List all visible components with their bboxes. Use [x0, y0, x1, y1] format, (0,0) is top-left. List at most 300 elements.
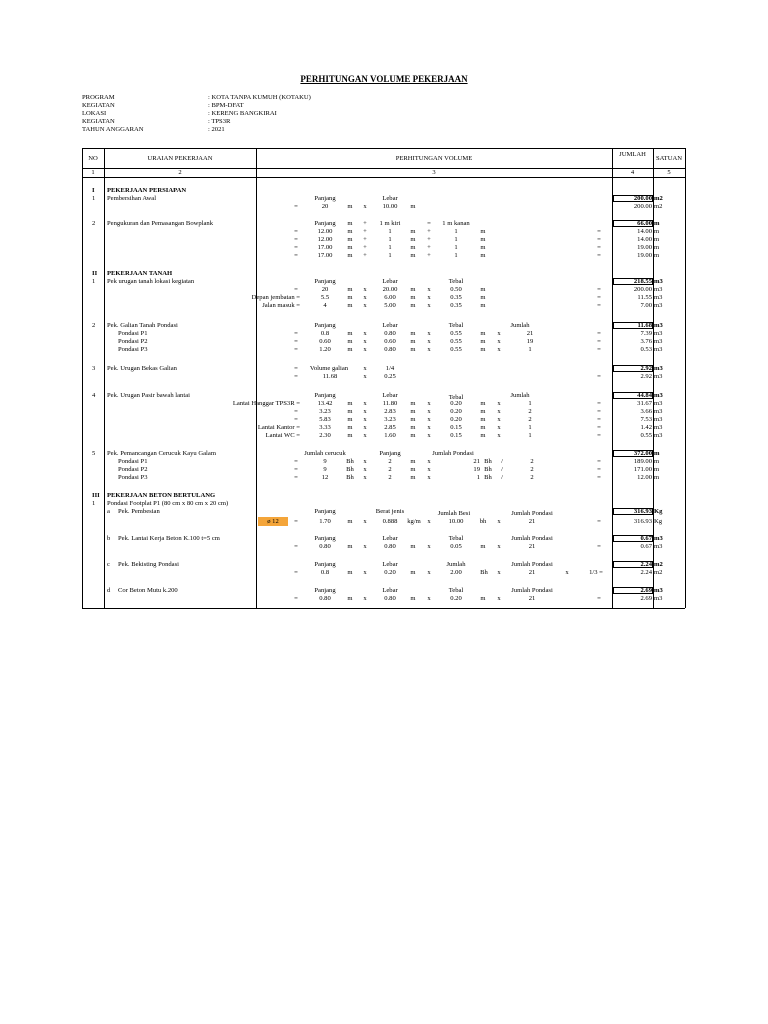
calc-cell: m3 [654, 595, 663, 602]
calc-cell: 3.23 [319, 408, 331, 415]
calc-cell: 2.69 [640, 587, 652, 594]
calc-cell: 2.92 [640, 373, 652, 380]
calc-cell: 0.80 [384, 543, 396, 550]
calc-cell: = [597, 543, 601, 550]
calc-cell: m [347, 543, 353, 550]
calc-cell: m [480, 346, 486, 353]
calc-cell: Panjang [314, 587, 336, 594]
calc-cell: Lantai WC = [265, 432, 300, 439]
calc-cell: x [363, 203, 367, 210]
calc-cell: c [107, 561, 110, 568]
calc-cell: 19 [526, 338, 534, 345]
calc-cell: m [480, 595, 486, 602]
calc-cell: m3 [654, 338, 663, 345]
calc-cell: x [427, 466, 431, 473]
table-top-border [82, 148, 685, 149]
calc-cell: m [347, 286, 353, 293]
calc-cell: m [480, 244, 486, 251]
calc-cell: + [427, 244, 431, 251]
calc-cell: 0.888 [382, 518, 398, 525]
calc-cell: 9 [323, 466, 327, 473]
calc-cell: 0.8 [320, 330, 330, 337]
col-line [685, 148, 686, 608]
calc-cell: Kg [654, 518, 663, 525]
calc-cell: Jumlah [510, 322, 530, 329]
calc-cell: 0.60 [384, 338, 396, 345]
calc-cell: + [363, 244, 367, 251]
calc-cell: Bh [346, 474, 354, 481]
calc-cell: 2 [530, 466, 534, 473]
calc-cell: m [410, 330, 416, 337]
calc-cell: Pek. Bekisting Pondasi [118, 561, 179, 568]
calc-cell: 316.93 [633, 508, 652, 515]
info-value: : KERENG BANGKIRAI [208, 110, 277, 117]
calc-cell: m3 [654, 392, 663, 399]
calc-cell: m [480, 252, 486, 259]
calc-cell: x [363, 330, 367, 337]
calc-cell: 7.53 [640, 416, 652, 423]
calc-cell: = [294, 466, 298, 473]
calc-cell: m [480, 330, 486, 337]
calc-cell: / [501, 466, 503, 473]
calc-cell: Tebal [448, 278, 464, 285]
calc-cell: 0.15 [450, 424, 462, 431]
calc-cell: 2.24 [640, 569, 652, 576]
calc-cell: Panjang [314, 561, 336, 568]
calc-cell: m [410, 252, 416, 259]
calc-cell: 0.80 [384, 330, 396, 337]
calc-cell: 7.39 [640, 330, 652, 337]
calc-cell: m [347, 244, 353, 251]
calc-cell: Panjang [314, 278, 336, 285]
calc-cell: x [363, 424, 367, 431]
info-label: TAHUN ANGGARAN [82, 126, 144, 133]
calc-cell: 5 [92, 450, 96, 457]
calc-cell: 19 [473, 466, 480, 473]
calc-cell: 1 [454, 244, 458, 251]
calc-cell: x [427, 338, 431, 345]
calc-cell: Lantai Hanggar TPS3R = [232, 400, 300, 407]
calc-cell: m [654, 236, 660, 243]
calc-cell: m [347, 302, 353, 309]
calc-cell: = [294, 228, 298, 235]
calc-cell: x [363, 365, 367, 372]
calc-cell: x [427, 424, 431, 431]
calc-cell: Pondasi P3 [118, 346, 148, 353]
calc-cell: = [294, 203, 298, 210]
calc-cell: 1 [388, 228, 392, 235]
calc-cell: x [363, 302, 367, 309]
calc-cell: = [294, 286, 298, 293]
calc-cell: = [597, 330, 601, 337]
calc-cell: 1 m kiri [379, 220, 401, 227]
calc-cell: 12.00 [637, 474, 652, 481]
calc-cell: 1 [454, 252, 458, 259]
calc-cell: 6.00 [384, 294, 396, 301]
calc-cell: m [347, 424, 353, 431]
calc-cell: m [654, 252, 660, 259]
header-jumlah: JUMLAH [619, 151, 646, 158]
calc-cell: = [294, 595, 298, 602]
calc-cell: m3 [654, 587, 663, 594]
calc-cell: x [497, 569, 501, 576]
page-title: PERHITUNGAN VOLUME PEKERJAAN [300, 74, 468, 84]
calc-cell: Pek. Urugan Bekas Galian [107, 365, 177, 372]
calc-cell: x [363, 346, 367, 353]
calc-cell: / [501, 458, 503, 465]
calc-cell: = [294, 408, 298, 415]
calc-cell: Panjang [379, 450, 401, 457]
calc-cell: m3 [654, 365, 663, 372]
calc-cell: 200.00 [633, 203, 652, 210]
calc-cell: = [597, 338, 601, 345]
calc-cell: + [363, 228, 367, 235]
calc-cell: 316.93 [633, 518, 652, 525]
calc-cell: 1/4 [385, 365, 395, 372]
calc-cell: m [654, 458, 660, 465]
calc-cell: Pek. Urugan Pasir bawah lantai [107, 392, 190, 399]
calc-cell: Tebal [448, 394, 464, 401]
calc-cell: PEKERJAAN TANAH [107, 270, 173, 277]
info-value: : KOTA TANPA KUMUH (KOTAKU) [208, 94, 311, 101]
calc-cell: = [597, 416, 601, 423]
calc-cell: 0.80 [319, 595, 331, 602]
calc-cell: m [480, 338, 486, 345]
calc-cell: Berat jenis [375, 508, 405, 515]
calc-cell: = [597, 294, 601, 301]
calc-cell: m [410, 400, 416, 407]
calc-cell: Tebal [448, 587, 464, 594]
calc-cell: 31.67 [637, 400, 652, 407]
calc-cell: = [294, 543, 298, 550]
calc-cell: m [347, 294, 353, 301]
calc-cell: + [363, 220, 367, 227]
calc-cell: m [347, 236, 353, 243]
calc-cell: 2 [388, 458, 392, 465]
calc-cell: 14.00 [637, 228, 652, 235]
col-line [256, 148, 257, 608]
calc-cell: 14.00 [637, 236, 652, 243]
calc-cell: 11.68 [322, 373, 338, 380]
calc-cell: x [427, 518, 431, 525]
calc-cell: m3 [654, 346, 663, 353]
calc-cell: m [410, 294, 416, 301]
colnum: 3 [432, 169, 436, 176]
calc-cell: 19.00 [637, 244, 652, 251]
calc-cell: Pondasi P1 [118, 330, 148, 337]
calc-cell: 4 [92, 392, 96, 399]
calc-cell: 0.8 [320, 569, 330, 576]
calc-cell: = [597, 346, 601, 353]
calc-cell: x [427, 543, 431, 550]
calc-cell: m [480, 302, 486, 309]
calc-cell: 17.00 [317, 244, 333, 251]
calc-cell: 19.00 [637, 252, 652, 259]
calc-cell: x [363, 400, 367, 407]
calc-cell: 10.00 [448, 518, 464, 525]
calc-cell: Bh [346, 466, 354, 473]
calc-cell: Jumlah Pondasi [511, 587, 553, 594]
calc-cell: 0.55 [450, 338, 462, 345]
calc-cell: 200.00 [633, 286, 652, 293]
calc-cell: = [597, 236, 601, 243]
calc-cell: 1 [92, 278, 96, 285]
calc-cell: x [497, 330, 501, 337]
calc-cell: III [92, 492, 100, 499]
calc-cell: m [410, 346, 416, 353]
calc-cell: m [480, 228, 486, 235]
calc-cell: 218.55 [633, 278, 652, 285]
calc-cell: 21 [528, 543, 536, 550]
calc-cell: m [410, 228, 416, 235]
calc-cell: 4 [323, 302, 327, 309]
calc-cell: m [347, 408, 353, 415]
calc-cell: Lebar [382, 392, 398, 399]
calc-cell: = [597, 252, 601, 259]
calc-cell: x [497, 432, 501, 439]
info-value: : TPS3R [208, 118, 231, 125]
calc-cell: = [597, 286, 601, 293]
calc-cell: x [427, 286, 431, 293]
calc-cell: Jumlah [446, 561, 466, 568]
col-line [104, 148, 105, 608]
calc-cell: m3 [654, 373, 663, 380]
calc-cell: x [497, 408, 501, 415]
calc-cell: m [654, 220, 660, 227]
calc-cell: m [410, 424, 416, 431]
calc-cell: Jumlah Pondasi [511, 510, 553, 517]
calc-cell: 0.35 [450, 294, 462, 301]
calc-cell: m [347, 569, 353, 576]
calc-cell: m [410, 543, 416, 550]
calc-cell: = [597, 432, 601, 439]
calc-cell: 1 [454, 236, 458, 243]
calc-cell: Kg [654, 508, 663, 515]
calc-cell: + [363, 252, 367, 259]
calc-cell: 0.50 [450, 286, 462, 293]
calc-cell: x [427, 408, 431, 415]
calc-cell: Jalan masuk = [262, 302, 300, 309]
calc-cell: = [597, 408, 601, 415]
calc-cell: 21 [528, 595, 536, 602]
calc-cell: x [427, 474, 431, 481]
calc-cell: = [597, 595, 601, 602]
calc-cell: 5.00 [384, 302, 396, 309]
calc-cell: 2 [388, 474, 392, 481]
calc-cell: 10.00 [382, 203, 398, 210]
calc-cell: Panjang [314, 322, 336, 329]
info-label: LOKASI [82, 110, 107, 117]
calc-cell: Pek. Pemancangan Cerucuk Kayu Galam [107, 450, 216, 457]
calc-cell: Pondasi Footplat P1 (80 cm x 80 cm x 20 cm) [107, 500, 229, 507]
calc-cell: = [294, 474, 298, 481]
calc-cell: Bh [484, 458, 492, 465]
colnum: 4 [630, 169, 635, 176]
calc-cell: = [597, 302, 601, 309]
calc-cell: m [347, 518, 353, 525]
calc-cell: m [410, 302, 416, 309]
calc-cell: m [410, 416, 416, 423]
calc-cell: m3 [654, 535, 663, 542]
calc-cell: m [347, 228, 353, 235]
calc-cell: 0.20 [450, 416, 462, 423]
calc-cell: 372.00 [633, 450, 652, 457]
calc-cell: x [497, 543, 501, 550]
calc-cell: = [427, 220, 431, 227]
calc-cell: + [427, 252, 431, 259]
calc-cell: x [363, 474, 367, 481]
calc-cell: x [363, 294, 367, 301]
calc-cell: m3 [654, 416, 663, 423]
calc-cell: m3 [654, 322, 663, 329]
calc-cell: 17.00 [317, 252, 333, 259]
calc-cell: 21 [526, 330, 534, 337]
calc-cell: x [497, 400, 501, 407]
calc-cell: 1 [92, 500, 96, 507]
calc-cell: d [107, 587, 111, 594]
calc-cell: 0.80 [384, 346, 396, 353]
calc-cell: x [427, 302, 431, 309]
calc-cell: 0.80 [319, 543, 331, 550]
calc-cell: = [294, 416, 298, 423]
calc-cell: Depan jembatan = [251, 294, 300, 301]
calc-cell: m [347, 220, 353, 227]
calc-cell: m [480, 400, 486, 407]
calc-cell: 0.20 [450, 595, 462, 602]
calc-cell: 0.20 [450, 408, 462, 415]
calc-cell: 2 [528, 416, 532, 423]
calc-cell: x [427, 294, 431, 301]
colnum-divider [82, 177, 685, 178]
calc-cell: 0.20 [450, 400, 462, 407]
calc-cell: 0.55 [640, 432, 652, 439]
calc-cell: m [347, 330, 353, 337]
calc-cell: m [410, 595, 416, 602]
calc-cell: 0.05 [450, 543, 462, 550]
calc-cell: 1.60 [384, 432, 396, 439]
calc-cell: m [480, 432, 486, 439]
calc-cell: 1 [528, 400, 532, 407]
col-line [82, 148, 83, 608]
calc-cell: Panjang [314, 195, 336, 202]
calc-cell: Panjang [314, 508, 336, 515]
calc-cell: 2.24 [640, 561, 652, 568]
calc-cell: 12.00 [317, 228, 333, 235]
calc-cell: = [597, 474, 601, 481]
calc-cell: m [480, 236, 486, 243]
calc-cell: = [294, 373, 298, 380]
calc-cell: x [427, 346, 431, 353]
calc-cell: m [347, 203, 353, 210]
calc-cell: 1 [388, 244, 392, 251]
calc-cell: 2.83 [384, 408, 396, 415]
calc-cell: 189.00 [633, 458, 652, 465]
calc-cell: m3 [654, 432, 663, 439]
info-value: : 2021 [208, 126, 225, 133]
calc-cell: m [410, 458, 416, 465]
calc-cell: 21 [528, 518, 536, 525]
calc-cell: m [654, 466, 660, 473]
calc-cell: m3 [654, 424, 663, 431]
calc-cell: Pondasi P2 [118, 338, 148, 345]
calc-cell: 3.76 [640, 338, 652, 345]
rebar-diameter-label: ø 12 [267, 518, 279, 525]
calc-cell: 1.70 [319, 518, 331, 525]
calc-cell: 1 [528, 424, 532, 431]
calc-cell: = [294, 236, 298, 243]
calc-cell: m [347, 338, 353, 345]
calc-cell: x [363, 408, 367, 415]
calc-cell: m [410, 569, 416, 576]
calc-cell: 3 [92, 365, 96, 372]
calc-cell: m [347, 432, 353, 439]
calc-cell: x [497, 338, 501, 345]
calc-cell: Jumlah Pondasi [511, 561, 553, 568]
header-perhitungan: PERHITUNGAN VOLUME [395, 155, 473, 162]
calc-cell: m [347, 400, 353, 407]
calc-cell: x [427, 330, 431, 337]
calc-cell: Volume galian [309, 365, 349, 372]
calc-cell: Pek. Pembesian [118, 508, 160, 515]
calc-cell: m2 [654, 561, 663, 568]
calc-cell: Jumlah Pondasi [432, 450, 474, 457]
calc-cell: m [654, 244, 660, 251]
calc-cell: = [294, 244, 298, 251]
calc-cell: Lebar [382, 561, 398, 568]
calc-cell: 12.00 [317, 236, 333, 243]
calc-cell: 1 [92, 195, 96, 202]
calc-cell: x [363, 569, 367, 576]
calc-cell: 5.83 [319, 416, 331, 423]
calc-cell: Lebar [382, 535, 398, 542]
calc-cell: m [347, 595, 353, 602]
colnum: 5 [667, 169, 671, 176]
calc-cell: Bh [484, 474, 492, 481]
calc-cell: 2.69 [640, 595, 652, 602]
calc-cell: 1.42 [640, 424, 652, 431]
calc-cell: 12 [321, 474, 329, 481]
calc-cell: = [294, 330, 298, 337]
calc-cell: 0.25 [384, 373, 396, 380]
calc-cell: x [427, 416, 431, 423]
calc-cell: / [501, 474, 503, 481]
calc-cell: Lantai Kantor = [257, 424, 300, 431]
calc-cell: x [427, 595, 431, 602]
calc-cell: = [597, 400, 601, 407]
calc-cell: m [480, 543, 486, 550]
calc-cell: x [363, 432, 367, 439]
calc-cell: m [654, 450, 660, 457]
calc-cell: x [497, 518, 501, 525]
calc-cell: m3 [654, 286, 663, 293]
calc-cell: + [363, 236, 367, 243]
calc-cell: = [294, 458, 298, 465]
calc-cell: 1 [388, 252, 392, 259]
calc-cell: m [480, 286, 486, 293]
calc-cell: 20 [321, 203, 329, 210]
calc-cell: m [347, 252, 353, 259]
calc-cell: Tebal [448, 535, 464, 542]
calc-cell: m [410, 286, 416, 293]
calc-cell: + [427, 236, 431, 243]
colnum: 2 [178, 169, 182, 176]
info-value: : BPM-DFAT [208, 102, 244, 109]
calc-cell: 2.30 [319, 432, 331, 439]
calc-cell: x [497, 416, 501, 423]
calc-cell: m [410, 203, 416, 210]
calc-cell: x [363, 416, 367, 423]
calc-cell: x [363, 518, 367, 525]
